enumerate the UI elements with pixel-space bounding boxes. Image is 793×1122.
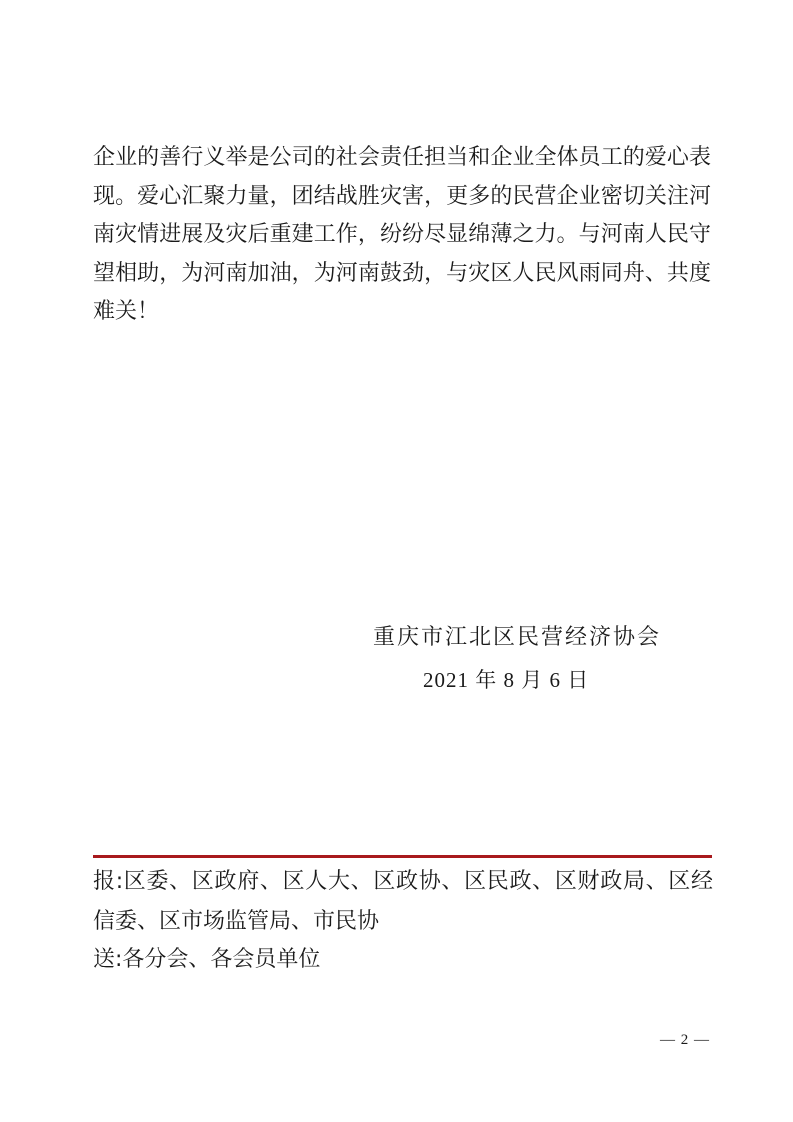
signature-date: 2021 年 8 月 6 日 (423, 668, 590, 692)
distribution-send-line: 送:各分会、各会员单位 (93, 947, 321, 972)
signature-organization: 重庆市江北区民营经济协会 (373, 625, 662, 650)
distribution-report-line: 报:区委、区政府、区人大、区政协、区民政、区财政局、区经信委、区市场监管局、市民协 (93, 869, 713, 934)
body-paragraph: 企业的善行义举是公司的社会责任担当和企业全体员工的爱心表现。爱心汇聚力量，团结战胜灾害，更多的民营企业密切关注河南灾情进展及灾后重建工作，纷纷尽显绵薄之力。与河南人民守望相助，为河南加油，为河南鼓劲，与灾区人民风雨同舟、共度难关！ (93, 145, 711, 324)
page-number: — 2 — (660, 1032, 710, 1048)
distribution-divider-line (93, 855, 712, 858)
